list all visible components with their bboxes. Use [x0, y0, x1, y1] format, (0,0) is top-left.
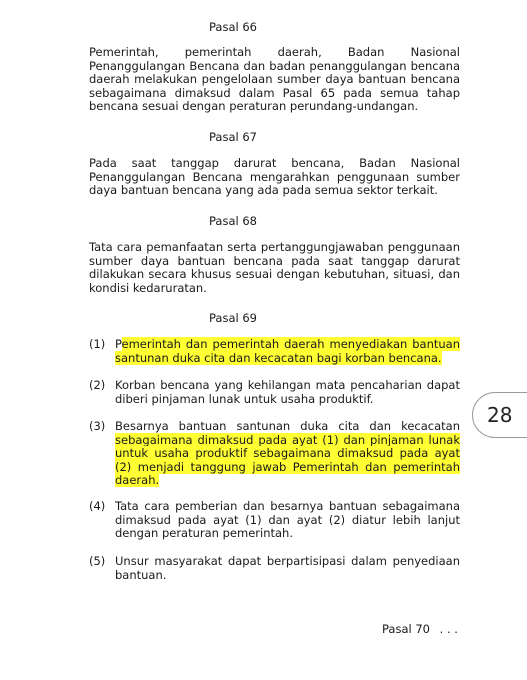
pasal-66-body: Pemerintah, pemerintah daerah, Badan Nasional Penanggulangan Bencana dan badan penanggulangan bencana daerah melakukan pengelolaan sumber daya bantuan bencana sebagaimana dimaksud dalam Pasal 65 pada semua tahap bencana sesuai dengan peraturan perundang-undangan.	[89, 45, 460, 114]
pasal-69-item-2	[89, 379, 460, 406]
pasal-67-body: Pada saat tanggap darurat bencana, Badan Nasional Penanggulangan Bencana mengarahkan penggunaan sumber daya bantuan bencana yang ada pada semua sektor terkait.	[89, 156, 460, 198]
item-number: (3)	[89, 419, 106, 433]
pasal-69-heading: Pasal 69	[209, 311, 257, 325]
next-section-hint	[382, 622, 458, 636]
item-text: Korban bencana yang kehilangan mata pencaharian dapat diberi pinjaman lunak untuk usaha produktif.	[115, 378, 460, 406]
pasal-68-heading: Pasal 68	[209, 214, 257, 228]
item-text: Unsur masyarakat dapat berpartisipasi dalam penyediaan bantuan.	[115, 554, 460, 582]
item-text: Besarnya bantuan santunan duka cita dan kecacatan sebagaimana dimaksud pada ayat (1) dan pinjaman lunak untuk usaha produktif sebagaimana dimaksud pada ayat (2) menjadi tanggung jawab Pemerintah dan pemerintah daerah.	[115, 419, 460, 488]
next-pasal-label: Pasal 70	[382, 622, 430, 636]
ellipsis: . . .	[439, 622, 458, 636]
pasal-66-heading: Pasal 66	[209, 20, 257, 34]
item-number: (4)	[89, 499, 106, 513]
text-highlight: sebagaimana dimaksud pada ayat (1) dan pinjaman lunak untuk usaha produktif sebagaimana dimaksud pada ayat (2) menjadi tanggung jawab Pemerintah dan pemerintah daerah.	[115, 432, 460, 488]
item-number: (5)	[89, 554, 106, 568]
item-number: (2)	[89, 378, 106, 392]
pasal-69-item-4	[89, 500, 460, 541]
text-highlight: emerintah dan pemerintah daerah menyediakan bantuan santunan duka cita dan kecacatan bagi korban bencana.	[115, 337, 460, 365]
pasal-67-heading: Pasal 67	[209, 130, 257, 144]
item-text: Tata cara pemberian dan besarnya bantuan sebagaimana dimaksud pada ayat (1) dan ayat (2) diatur lebih lanjut dengan peraturan pemerintah.	[115, 499, 460, 541]
pasal-68-body: Tata cara pemanfaatan serta pertanggungjawaban penggunaan sumber daya bantuan bencana pada saat tanggap darurat dilakukan secara khusus sesuai dengan kebutuhan, situasi, dan kondisi kedaruratan.	[89, 240, 460, 295]
item-text: Pemerintah dan pemerintah daerah menyediakan bantuan santunan duka cita dan kecacatan bagi korban bencana.	[115, 337, 460, 365]
pasal-69-item-3	[89, 420, 460, 488]
page-number: 28	[487, 403, 513, 427]
item-number: (1)	[89, 337, 106, 351]
page-number-badge	[472, 392, 527, 438]
pasal-69-item-1	[89, 338, 460, 365]
pasal-69-item-5	[89, 555, 460, 582]
